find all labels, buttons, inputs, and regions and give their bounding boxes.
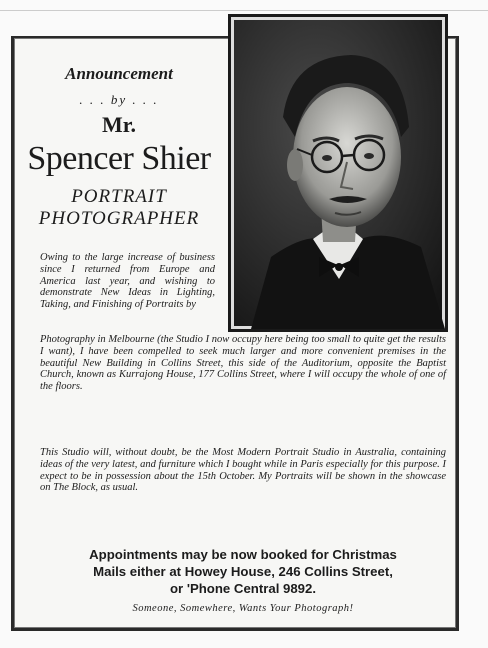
- portrait-image: [231, 17, 445, 329]
- by-line: . . . by . . .: [79, 92, 159, 107]
- paragraph-2: This Studio will, without doubt, be the Most Modern Portrait Studio in Australia, containing ideas of the very latest, and furniture which I bought while in Paris especially for this purpose. I expect to be in possession about the 15th October. My Portraits will be shown in the showcase on The Block, as usual.: [40, 447, 446, 494]
- page-top-strip: [0, 0, 488, 11]
- paragraph-1-upper: Owing to the large increase of business since I returned from Europe and America last year, and wishing to demonstrate New Ideas in Lighting, Taking, and Finishing of Portraits by: [40, 252, 215, 311]
- appointments-line-3: or 'Phone Central 9892.: [169, 581, 317, 596]
- honorific: Mr.: [101, 112, 136, 137]
- appointments-line-2: Mails either at Howey House, 246 Collins Street,: [93, 564, 393, 579]
- paragraph-1-lower: Photography in Melbourne (the Studio I now occupy here being too small to quite get the results I want), I have been compelled to seek much larger and more convenient premises in the beautiful New Building in Collins Street, this side of the Auditorium, opposite the Baptist Church, known as Kurrajong House, 177 Collins Street, where I will occupy the whole of one of the floors.: [40, 334, 446, 393]
- title-line-2: PHOTOGRAPHER: [38, 208, 200, 229]
- photographer-name: Spencer Shier: [27, 140, 211, 177]
- portrait-photograph: [228, 14, 448, 332]
- tagline: Someone, Somewhere, Wants Your Photograph!: [132, 603, 354, 614]
- appointments-line-1: Appointments may be now booked for Christmas: [89, 547, 397, 562]
- appointments-notice: [40, 546, 446, 597]
- announcement-heading: Announcement: [65, 64, 173, 83]
- title-line-1: PORTRAIT: [71, 186, 167, 207]
